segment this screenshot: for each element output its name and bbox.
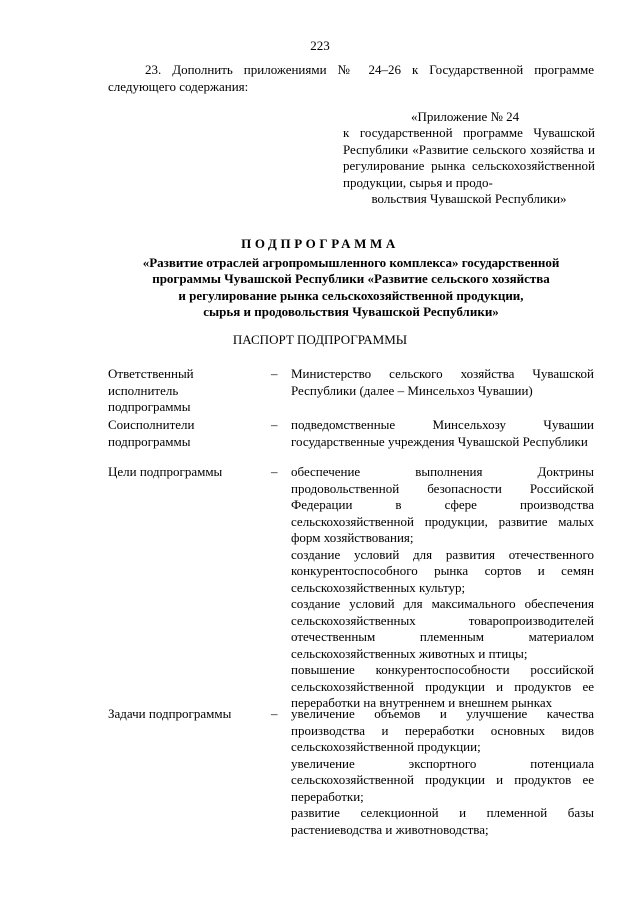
passport-title: ПАСПОРТ ПОДПРОГРАММЫ (232, 332, 408, 347)
page-number: 223 (310, 38, 330, 53)
passport-row-paragraph: обеспечение выполнения Доктрины продовольственной безопасности Российской Федерации в сфере производства сельскохозяйственной продукции, развитие малых форм хозяйствования; (291, 464, 594, 545)
passport-row-label: Цели подпрограммы (108, 464, 223, 479)
passport-row-paragraph: создание условий для максимального обеспечения сельскохозяйственных товаропроизводителей отечественным племенным материалом сельскохозяйственных животных и птицы; (291, 596, 594, 661)
passport-row-label: Ответственный исполнитель подпрограммы (108, 366, 194, 414)
passport-row-content (291, 464, 594, 712)
passport-row-paragraph: подведомственные Минсельхозу Чувашии государственные учреждения Чувашской Республики (291, 417, 594, 449)
passport-row-paragraph: создание условий для развития отечественного конкурентоспособного рынка сортов и семян сельскохозяйственных культур; (291, 546, 594, 595)
subprogram-heading: ПОДПРОГРАММА (241, 236, 399, 251)
subprogram-title-line: сырья и продовольствия Чувашской Республики» (203, 303, 499, 319)
amendment-item-23 (108, 62, 594, 95)
appendix-reference (343, 109, 595, 207)
passport-row-content (291, 706, 594, 838)
passport-row-label: Задачи подпрограммы (108, 706, 232, 721)
passport-row-content (291, 417, 594, 450)
passport-row-paragraph: развитие селекционной и племенной базы растениеводства и животноводства; (291, 805, 594, 837)
passport-row-content (291, 366, 594, 399)
appendix-title: «Приложение № 24 (411, 109, 520, 124)
amendment-item-23-text: 23. Дополнить приложениями № 24–26 к Государственной программе следующего содержания: (108, 62, 594, 94)
subprogram-title-line: «Развитие отраслей агропромышленного комплекса» государственной (142, 255, 560, 270)
passport-row-paragraph: повышение конкурентоспособности российской сельскохозяйственной продукции и продуктов ее переработки на внутреннем и внешнем рынках (291, 662, 594, 710)
subprogram-title (108, 255, 594, 320)
passport-row-dash: – (271, 464, 278, 479)
subprogram-title-line: и регулирование рынка сельскохозяйственной продукции, (178, 287, 524, 303)
subprogram-title-line: программы Чувашской Республики «Развитие сельского хозяйства (152, 271, 550, 287)
passport-row-dash: – (271, 417, 278, 432)
passport-row-dash: – (271, 706, 278, 721)
passport-row-paragraph: увеличение объемов и улучшение качества производства и переработки основных видов сельскохозяйственной продукции; (291, 706, 594, 754)
passport-row-paragraph: увеличение экспортного потенциала сельскохозяйственной продукции и продуктов ее переработки; (291, 755, 594, 804)
appendix-body: к государственной программе Чувашской Республики «Развитие сельского хозяйства и регулирование рынка сельскохозяйственной продукции, сырья и продо- (343, 125, 595, 190)
appendix-body-end: вольствия Чувашской Республики» (371, 191, 567, 207)
passport-row-paragraph: Министерство сельского хозяйства Чувашской Республики (далее – Минсельхоз Чувашии) (291, 366, 594, 398)
passport-row-label: Соисполнители подпрограммы (108, 417, 195, 449)
passport-row-dash: – (271, 366, 278, 381)
